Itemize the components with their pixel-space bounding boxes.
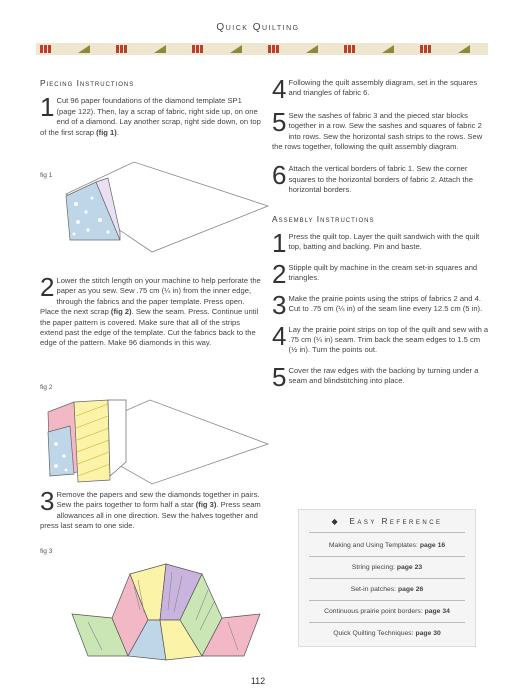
step-text: Cover the raw edges with the backing by turning under a seam and blindstitching into place. — [288, 365, 479, 386]
piecing-step-1 — [40, 92, 262, 138]
step-text: . — [116, 127, 119, 137]
reference-item — [299, 608, 475, 615]
assembly-step-4 — [272, 320, 490, 356]
band-block — [424, 45, 427, 53]
step-text: Cut 96 paper foundations of the diamond template SP1 (page 122). Then, lay a scrap of fabric, right side up, on one end of a diamond. Lay another scrap, right side down, on top of the first scrap — [40, 96, 261, 137]
step-text: Press the quilt top. Layer the quilt sandwich with the quilt top, batting and backing. Pin and baste. — [288, 232, 480, 252]
reference-label: Set-in patches: — [350, 586, 398, 593]
diamond-bullet-icon: ◆ — [331, 517, 350, 526]
divider — [309, 622, 465, 623]
step-number: 1 — [272, 228, 287, 259]
band-block — [192, 45, 195, 53]
band-block — [344, 45, 347, 53]
page-number: 112 — [250, 676, 266, 686]
step-text: Lower the stitch length on your machine to help perforate the paper as you sew. Sew .75 cm (¼ in) from the inner edge, through the fabrics and the paper template. Press open. Place the next scrap — [40, 276, 261, 317]
reference-page: page 30 — [415, 630, 441, 637]
band-block — [196, 45, 199, 53]
fig-2-label: fig 2 — [40, 384, 53, 391]
fig-2-diagram — [44, 396, 270, 492]
left-column — [40, 78, 262, 138]
band-block — [276, 45, 279, 53]
band-block — [48, 45, 51, 53]
assembly-step-3 — [272, 289, 490, 320]
step-number: 5 — [272, 106, 287, 137]
reference-page: page 34 — [424, 608, 450, 615]
band-block — [428, 45, 431, 53]
easy-reference-title — [299, 517, 475, 526]
step-text: . Sew the seam. Press. Continue until the paper pattern is covered. Make sure that all of the strips extend past the edge of the template. Cut the fabrics back to the edge of the pattern. Make 96 diamonds in this way. — [40, 307, 259, 348]
step-number: 4 — [272, 320, 287, 351]
divider — [309, 532, 465, 533]
step-text: Following the quilt assembly diagram, set in the squares and triangles of fabric 6. — [288, 78, 478, 98]
assembly-heading: Assembly Instructions — [272, 213, 375, 224]
decorative-band — [36, 42, 488, 56]
band-block — [268, 45, 271, 53]
step-number: 3 — [40, 486, 55, 516]
piecing-step-3-block — [40, 486, 262, 532]
step-number: 6 — [272, 160, 287, 191]
step-text: Sew the sashes of fabric 3 and the pieced star blocks together in a row. Sew the sashes and squares of fabric 2 into rows. Sew the horizontal sash strips to the rows. Sew the rows together, following the quilt assembly diagram. — [272, 110, 483, 152]
reference-page: page 26 — [397, 586, 424, 593]
reference-label: Continuous prairie point borders: — [324, 608, 425, 615]
band-block — [124, 45, 127, 53]
reference-page: page 23 — [396, 564, 423, 571]
band-block — [420, 45, 423, 53]
reference-page: page 16 — [419, 542, 446, 549]
divider — [309, 578, 465, 579]
step-text: Remove the papers and sew the diamonds together in pairs. Sew the pairs together to form half a star — [56, 490, 260, 510]
band-block — [352, 45, 355, 53]
piecing-step-3 — [40, 486, 262, 532]
step-text: Stipple quilt by machine in the cream set-in squares and triangles. — [288, 262, 478, 283]
fig-3-label: fig 3 — [40, 548, 53, 555]
step-text: Make the prairie points using the strips of fabrics 2 and 4. Cut to .75 cm (¼ in) of the seam line every 12.5 cm (5 in). — [288, 293, 483, 314]
piecing-step-4 — [272, 74, 490, 104]
band-block — [272, 45, 275, 53]
band-block — [116, 45, 119, 53]
step-number: 5 — [272, 361, 287, 392]
band-block — [348, 45, 351, 53]
step-text: . Press seam allowances all in one direction. Sew the halves together and press last seam to one side. — [40, 500, 261, 531]
reference-title-text: Easy Reference — [349, 517, 443, 526]
band-block — [120, 45, 123, 53]
step-number: 2 — [272, 258, 287, 289]
reference-label: Quick Quilting Techniques: — [333, 630, 416, 637]
fig-1-label: fig 1 — [40, 172, 53, 179]
step-number: 1 — [40, 92, 55, 123]
divider — [309, 556, 465, 557]
piecing-step-5 — [272, 106, 490, 153]
piecing-step-2 — [40, 272, 262, 349]
reference-label: Making and Using Templates: — [328, 542, 420, 549]
fig-ref: (fig 3) — [195, 500, 217, 510]
fig-ref: (fig 1) — [96, 127, 117, 137]
band-block — [200, 45, 203, 53]
running-head: Quick Quilting — [216, 22, 300, 33]
fig-3-half-star — [68, 560, 264, 664]
divider — [309, 600, 465, 601]
piecing-step-6 — [272, 160, 490, 195]
step-text: Lay the prairie point strips on top of the quilt and sew with a .75 cm (¼ in) seam. Trim back the seam edges to 1.5 cm (½ in). Turn the points out. — [288, 324, 489, 355]
assembly-step-5 — [272, 361, 490, 392]
assembly-step-1 — [272, 228, 490, 259]
step-text: Attach the vertical borders of fabric 1. Sew the corner squares to the horizontal borders of fabric 2. Attach the horizontal borders. — [288, 164, 473, 195]
reference-item — [299, 542, 475, 549]
step-number: 4 — [272, 74, 287, 104]
right-column — [272, 74, 490, 392]
piecing-step-2-block — [40, 272, 262, 349]
step-number: 3 — [272, 289, 287, 320]
band-block — [40, 45, 43, 53]
piecing-heading: Piecing Instructions — [40, 78, 135, 88]
fig-1-diagram — [64, 160, 270, 256]
reference-label: String piecing: — [351, 564, 397, 571]
easy-reference-box — [298, 509, 476, 647]
reference-item — [299, 586, 475, 593]
band-block — [44, 45, 47, 53]
fig-ref: (fig 2) — [110, 307, 132, 317]
reference-item — [299, 630, 475, 637]
assembly-step-2 — [272, 258, 490, 289]
reference-item — [299, 564, 475, 571]
step-number: 2 — [40, 272, 55, 302]
